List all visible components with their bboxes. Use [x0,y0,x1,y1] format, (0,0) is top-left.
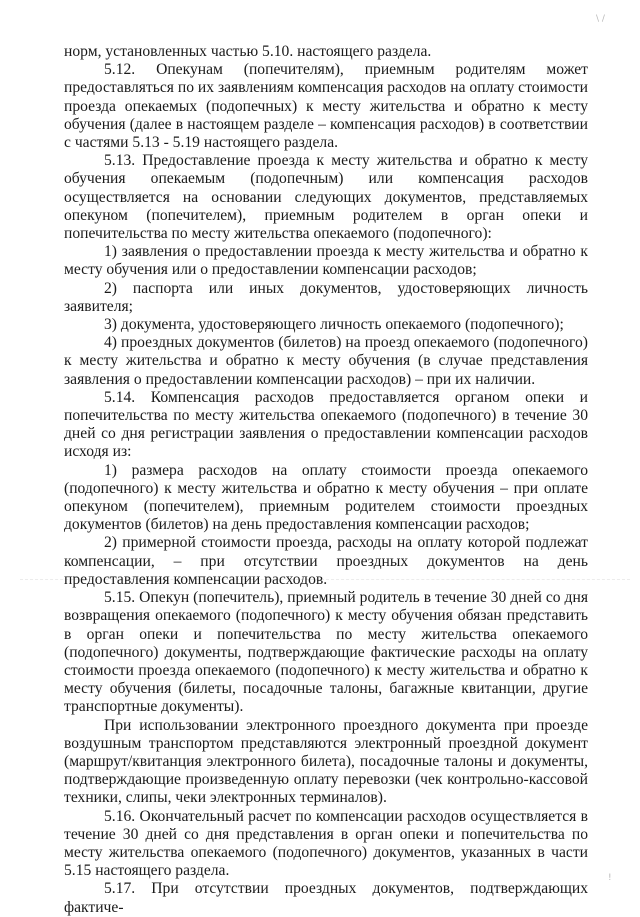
paragraph-continuation: норм, установленных частью 5.10. настоящего раздела. [64,43,432,60]
scan-mark-bottom: ! [608,873,612,883]
list-item-5-13-1: 1) заявления о предоставлении проезда к месту жительства и обратно к месту обучения или о предоставлении компенсации расходов; [64,243,588,279]
paragraph-5-15: 5.15. Опекун (попечитель), приемный родитель в течение 30 дней со дня возвращения опекаемого (подопечного) к месту обучения обязан представить в орган опеки и попечительства по месту жительства опекаемого (подопечного) документы, подтверждающие фактические расходы на оплату стоимости проезда опекаемого (подопечного) к месту жительства и обратно к месту обучения (билеты, посадочные талоны, багажные квитанции, другие транспортные документы). [64,589,588,716]
list-item-5-13-2: 2) паспорта или иных документов, удостоверяющих личность заявителя; [64,279,588,315]
list-item-5-14-2: 2) примерной стоимости проезда, расходы на оплату которой подлежат компенсации, – при отсутствии проездных документов на день предоставления компенсации расходов. [64,534,588,588]
paragraph-5-16: 5.16. Окончательный расчет по компенсации расходов осуществляется в течение 30 дней со дня представления в орган опеки и попечительства по месту жительства опекаемого (подопечного) документов, указанных в части 5.15 настоящего раздела. [64,807,588,880]
list-item-5-13-3: 3) документа, удостоверяющего личность опекаемого (подопечного); [104,316,564,334]
scan-mark-top: \ / [596,14,605,24]
list-item-5-14-1: 1) размера расходов на оплату стоимости проезда опекаемого (подопечного) к месту жительства и обратно к месту обучения – при оплате опекуном (попечителем), приемным родителем стоимости проездных документов (билетов) на день предоставления компенсации расходов; [64,461,588,534]
paragraph-5-14: 5.14. Компенсация расходов предоставляется органом опеки и попечительства по месту жительства опекаемого (подопечного) в течение 30 дней со дня регистрации заявления о предоставлении компенсации расходов исходя из: [64,388,588,461]
paragraph-5-17: 5.17. При отсутствии проездных документов, подтверждающих фактиче- [64,880,588,916]
document-body [64,43,588,917]
list-item-5-13-4: 4) проездных документов (билетов) на проезд опекаемого (подопечного) к месту жительства и обратно к месту обучения (в случае представления заявления о предоставлении компенсации расходов) – при их наличии. [64,334,588,388]
paragraph-5-12: 5.12. Опекунам (попечителям), приемным родителям может предоставляться по их заявлениям компенсация расходов на оплату стоимости проезда опекаемых (подопечных) к месту жительства и обратно к месту обучения (далее в настоящем разделе – компенсация расходов) в соответствии с частями 5.13 - 5.19 настоящего раздела. [64,61,588,152]
paragraph-5-15-electronic: При использовании электронного проездного документа при проезде воздушным транспортом представляются электронный проездной документ (маршрут/квитанция электронного билета), посадочные талоны и документы, подтверждающие произведенную оплату перевозки (чек контрольно-кассовой техники, слипы, чеки электронных терминалов). [64,716,588,807]
paragraph-5-13: 5.13. Предоставление проезда к месту жительства и обратно к месту обучения опекаемым (подопечным) или компенсация расходов осуществляется на основании следующих документов, представляемых опекуном (попечителем), приемным родителем в орган опеки и попечительства по месту жительства опекаемого (подопечного): [64,152,588,243]
